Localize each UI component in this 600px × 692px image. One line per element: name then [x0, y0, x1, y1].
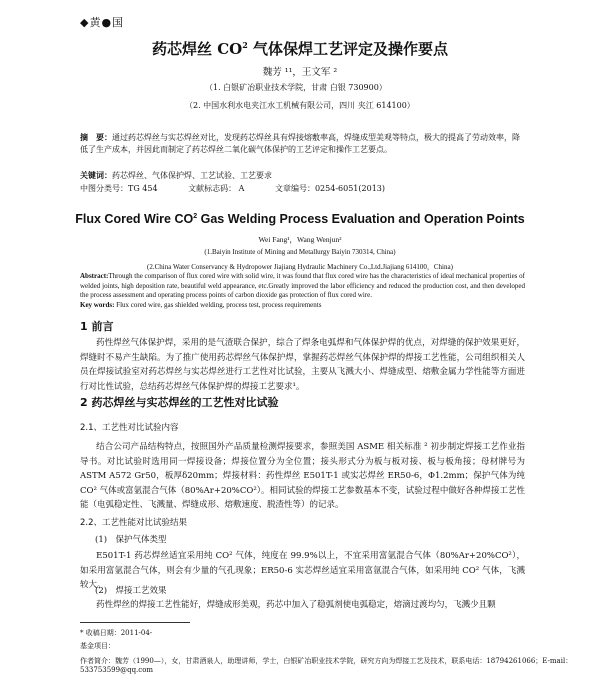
section-2-2-1-heading: (1) 保护气体类型: [95, 535, 167, 545]
section-2-1-text: 结合公司产品结构特点，按照国外产品质量检测焊接要求，参照美国 ASME 相关标准 ² 初步制定焊接工艺作业指导书。对比试验时选用同一焊接设备；焊接位置分为全位置；接头形式分为板与板对接、板与板角接；母材牌号为 ASTM A572 Gr50，板厚δ20mm；焊接材料：药性焊丝 E501T-1 或实芯焊丝 ER50-6，Φ1.2mm；保护气体为纯 CO² 气体或富氩混合气体（80%Ar+20%CO²）。相同试验的焊接工艺参数基本不变，试验过程中做好各种焊接工艺性能（电弧稳定性、飞溅量、焊缝成形、熔敷速度、脱渣性等）的记录。: [80, 442, 525, 510]
footnote-received: * 收稿日期：2011-04-: [80, 629, 153, 637]
section-1-heading: 1 前言: [80, 320, 114, 333]
keywords: 关键词：药芯焊丝、气体保护焊、工艺试验、工艺要求: [80, 170, 272, 180]
english-authors: Wei Fang¹，Wang Wenjun²: [258, 235, 342, 244]
section-2-2-heading: 2.2、工艺性能对比试验结果: [80, 518, 188, 528]
section-2-heading: 2 药芯焊丝与实芯焊丝的工艺性对比试验: [80, 396, 279, 409]
section-2-1-heading: 2.1、工艺性对比试验内容: [80, 423, 179, 433]
footnote-divider: [80, 622, 190, 623]
section-2-2-2-text: 药性焊丝的焊接工艺性能好，焊缝成形美观，药芯中加入了稳弧剂使电弧稳定，熔滴过渡均匀，飞溅少且颗: [96, 600, 496, 610]
affiliation-1: （1. 白银矿冶职业技术学院，甘肃 白银 730900）: [205, 83, 387, 92]
section-1-text: 药性焊丝气体保护焊，采用的是气渣联合保护，综合了焊条电弧焊和气体保护焊的优点，对焊缝的保护效果更好，焊缝时不易产生缺陷。为了推广使用药芯焊丝气体保护焊，掌握药芯焊丝气体保护焊的焊接工艺性能，公司组织相关人员在焊接试验室对药芯焊丝与实芯焊丝进行工艺性对比试验，主要从飞溅大小、焊缝成型、熔敷金属力学性能等方面进行对比性试验，总结药芯焊丝气体保护焊的焊接工艺要求¹。: [80, 338, 525, 392]
footnote-fund: 基金项目：: [80, 642, 115, 650]
english-title: Flux Cored Wire $CO^2$ Gas Welding Process Evaluation and Operation Points: [75, 212, 525, 226]
doc-code: 文献标志码： A: [188, 184, 245, 193]
section-2-2-2-heading: (2) 焊接工艺效果: [95, 586, 167, 596]
journal-logo: ◆黄●国: [80, 16, 125, 29]
article-number: 文章编号：0254-6051(2013): [274, 184, 385, 193]
english-affiliation-2: (2.China Water Conservancy & Hydropower Jiajiang Hydraulic Machinery Co.,Ltd.Jiajiang 614100，China): [147, 263, 453, 271]
english-keywords: Key words: Flux cored wire, gas shielded welding, process test, process requirements: [80, 301, 322, 309]
authors: 魏芳 ¹¹，王文军 ²: [262, 67, 338, 78]
classification-meta: [80, 183, 525, 194]
section-2-2-1-text: E501T-1 药芯焊丝适宜采用纯 CO² 气体，纯度在 99.9%以上，不宜采用富氩混合气体（80%Ar+20%CO²），如采用富氩混合气体，则会有少量的气孔现象；ER50-6 实芯焊丝适宜采用富氩混合气体，如采用纯 CO² 气体，飞溅较大。: [80, 551, 525, 590]
abstract: 摘 要：通过药芯焊丝与实芯焊丝对比，发现药芯焊丝具有焊接熔敷率高，焊缝成型美观等特点，极大的提高了劳动效率，降低了生产成本，并因此而制定了药芯焊丝二氧化碳气体保护的工艺评定和操作工艺要点。: [80, 132, 520, 154]
clc-number: 中图分类号：TG 454: [80, 184, 158, 193]
affiliation-2: （2. 中国水利水电夹江水工机械有限公司，四川 夹江 614100）: [185, 101, 415, 110]
paper-title: 药芯焊丝 $CO^2$ 气体保焊工艺评定及操作要点: [151, 40, 449, 58]
footnote-author: 作者简介：魏芳（1990—），女，甘肃酒泉人，助理讲师，学士，白银矿冶职业技术学院，研究方向为焊接工艺及技术，联系电话：18794261066；E-mail：533753599@qq.com: [80, 657, 573, 674]
english-affiliation-1: (1.Baiyin Institute of Mining and Metallurgy Baiyin 730314, China): [204, 248, 396, 256]
english-abstract: Abstract:Through the comparison of flux cored wire with solid wire, it was found that flux cored wire has the characteristics of ideal mechanical properties of welded joints, high deposition rate, beautiful weld appearance, etc.Greatly improved the labor efficiency and reduced the production cost, and then developed the process assessment and operating process points of carbon dioxide gas protection of flux cored wire.: [80, 272, 525, 299]
